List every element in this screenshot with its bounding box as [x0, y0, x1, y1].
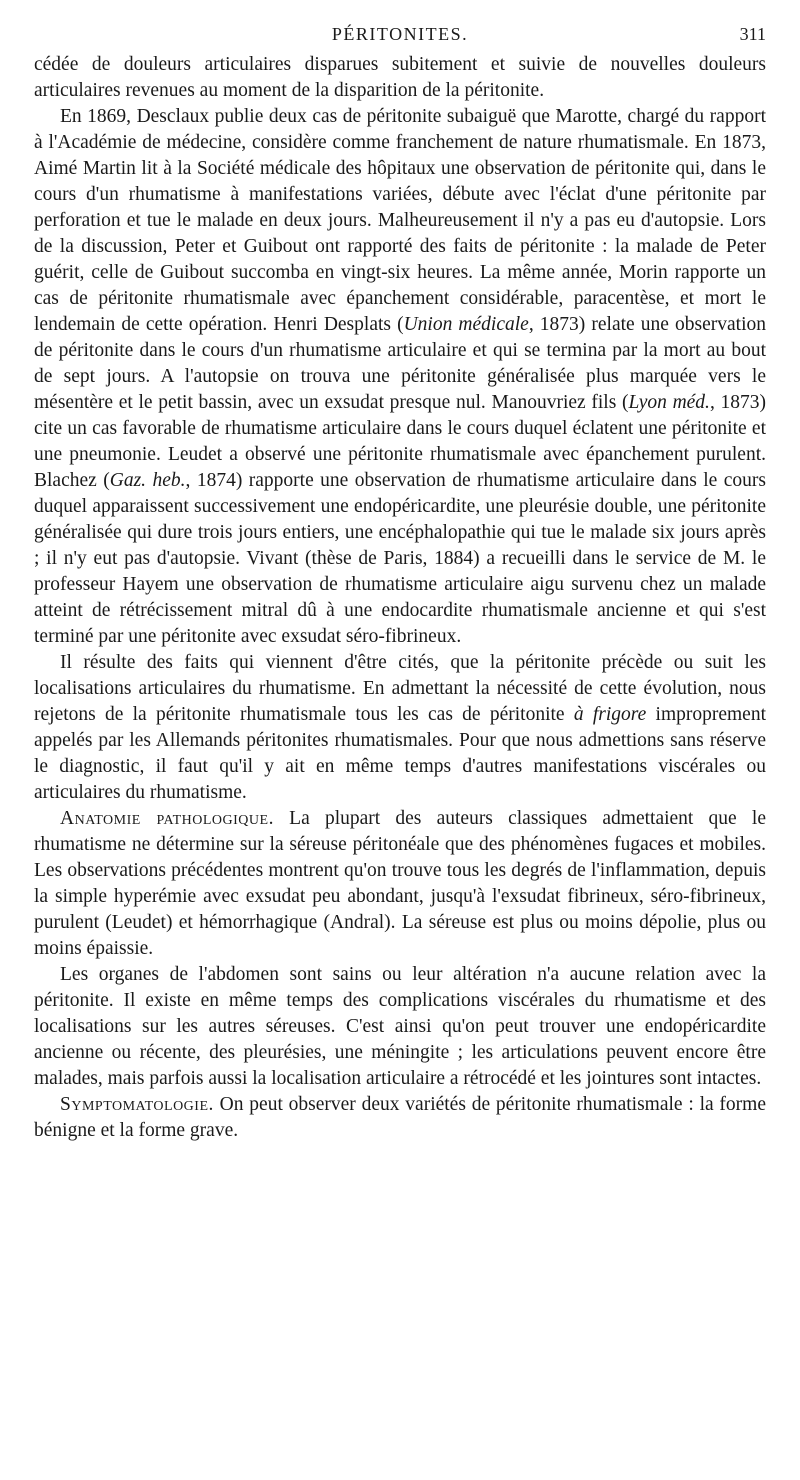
- paragraph: [34, 806, 766, 962]
- running-head: [34, 24, 766, 52]
- italic-citation: Union médicale: [403, 314, 529, 335]
- page-number: 311: [739, 24, 766, 44]
- text-run: , 1873) cite un cas favorable de rhumatisme articulaire dans le cours duquel éclatent une péritonite et une pneumonie. Leudet a observé une péritonite rhumatismale avec épanchement purulent. Blachez (: [34, 392, 766, 491]
- italic-citation: Gaz. heb.: [109, 470, 186, 491]
- paragraph: [34, 1092, 766, 1144]
- body-text: [34, 52, 766, 1144]
- text-run: En 1869, Desclaux publie deux cas de péritonite subaiguë que Marotte, chargé du rapport à l'Académie de médecine, considère comme franchement de nature rhumatismale. En 1873, Aimé Martin lit à la Société médicale des hôpitaux une observation de péritonite qui, dans le cours d'un rhumatisme à manifestations variées, débute avec l'éclat d'une péritonite par perforation et tue le malade en deux jours. Malheureusement il n'y a pas eu d'autopsie. Lors de la discussion, Peter et Guibout ont rapporté des faits de péritonite : la malade de Peter guérit, celle de Guibout succomba en vingt-six heures. La même année, Morin rapporte un cas de péritonite rhumatismale avec épanchement considérable, paracentèse, et mort le lendemain de cette opération. Henri Desplats (: [34, 106, 766, 335]
- text-run: On peut observer deux variétés de péritonite rhumatismale : la forme bénigne et la forme grave.: [34, 1094, 766, 1141]
- text-run: Il résulte des faits qui viennent d'être cités, que la péritonite précède ou suit les localisations articulaires du rhumatisme. En admettant la nécessité de cette évolution, nous rejetons de la péritonite rhumatismale tous les cas de péritonite: [34, 652, 766, 725]
- italic-citation: à frigore: [573, 704, 647, 725]
- italic-citation: Lyon méd.: [628, 392, 710, 413]
- text-run: La plupart des auteurs classiques admettaient que le rhumatisme ne détermine sur la séreuse péritonéale que des phénomènes fugaces et mobiles. Les observations précédentes montrent qu'on trouve tous les degrés de l'inflammation, depuis la simple hyperémie avec exsudat peu abondant, jusqu'à l'exsudat fibrineux, séro-fibrineux, purulent (Leudet) et hémorrhagique (Andral). La séreuse est plus ou moins dépolie, plus ou moins épaissie.: [34, 808, 766, 959]
- paragraph: [34, 104, 766, 650]
- section-heading: Symptomatologie.: [60, 1094, 214, 1115]
- paragraph: [34, 650, 766, 806]
- text-run: cédée de douleurs articulaires disparues subitement et suivie de nouvelles douleurs articulaires revenues au moment de la disparition de la péritonite.: [34, 54, 766, 101]
- paragraph: [34, 52, 766, 104]
- text-run: , 1874) rapporte une observation de rhumatisme articulaire dans le cours duquel apparaissent successivement une endopéricardite, une pleurésie double, une péritonite généralisée qui dure trois jours entiers, une encéphalopathie qui tue le malade six jours après ; il n'y eut pas d'autopsie. Vivant (thèse de Paris, 1884) a recueilli dans le service de M. le professeur Hayem une observation de rhumatisme articulaire aigu survenu chez un malade atteint de rétrécissement mitral dû à une endocardite rhumatismale ancienne et qui s'est terminé par une péritonite avec exsudat séro-fibrineux.: [34, 470, 766, 647]
- running-title: PÉRITONITES.: [331, 24, 469, 44]
- paragraph: [34, 962, 766, 1092]
- section-heading: Anatomie pathologique.: [60, 808, 274, 829]
- text-run: improprement appelés par les Allemands péritonites rhumatismales. Pour que nous admettions sans réserve le diagnostic, il faut qu'il y ait en même temps d'autres manifestations viscérales ou articulaires du rhumatisme.: [34, 704, 767, 803]
- text-run: , 1873) relate une observation de péritonite dans le cours d'un rhumatisme articulaire et qui se termina par la mort au bout de sept jours. A l'autopsie on trouva une péritonite généralisée plus marquée vers le mésentère et le petit bassin, avec un exsudat presque nul. Manouvriez fils (: [34, 314, 766, 413]
- text-run: Les organes de l'abdomen sont sains ou leur altération n'a aucune relation avec la péritonite. Il existe en même temps des complications viscérales du rhumatisme et des localisations sur les autres séreuses. C'est ainsi qu'on peut trouver une endopéricardite ancienne ou récente, des pleurésies, une méningite ; les articulations peuvent encore être malades, mais parfois aussi la localisation articulaire a rétrocédé et les jointures sont intactes.: [34, 964, 766, 1089]
